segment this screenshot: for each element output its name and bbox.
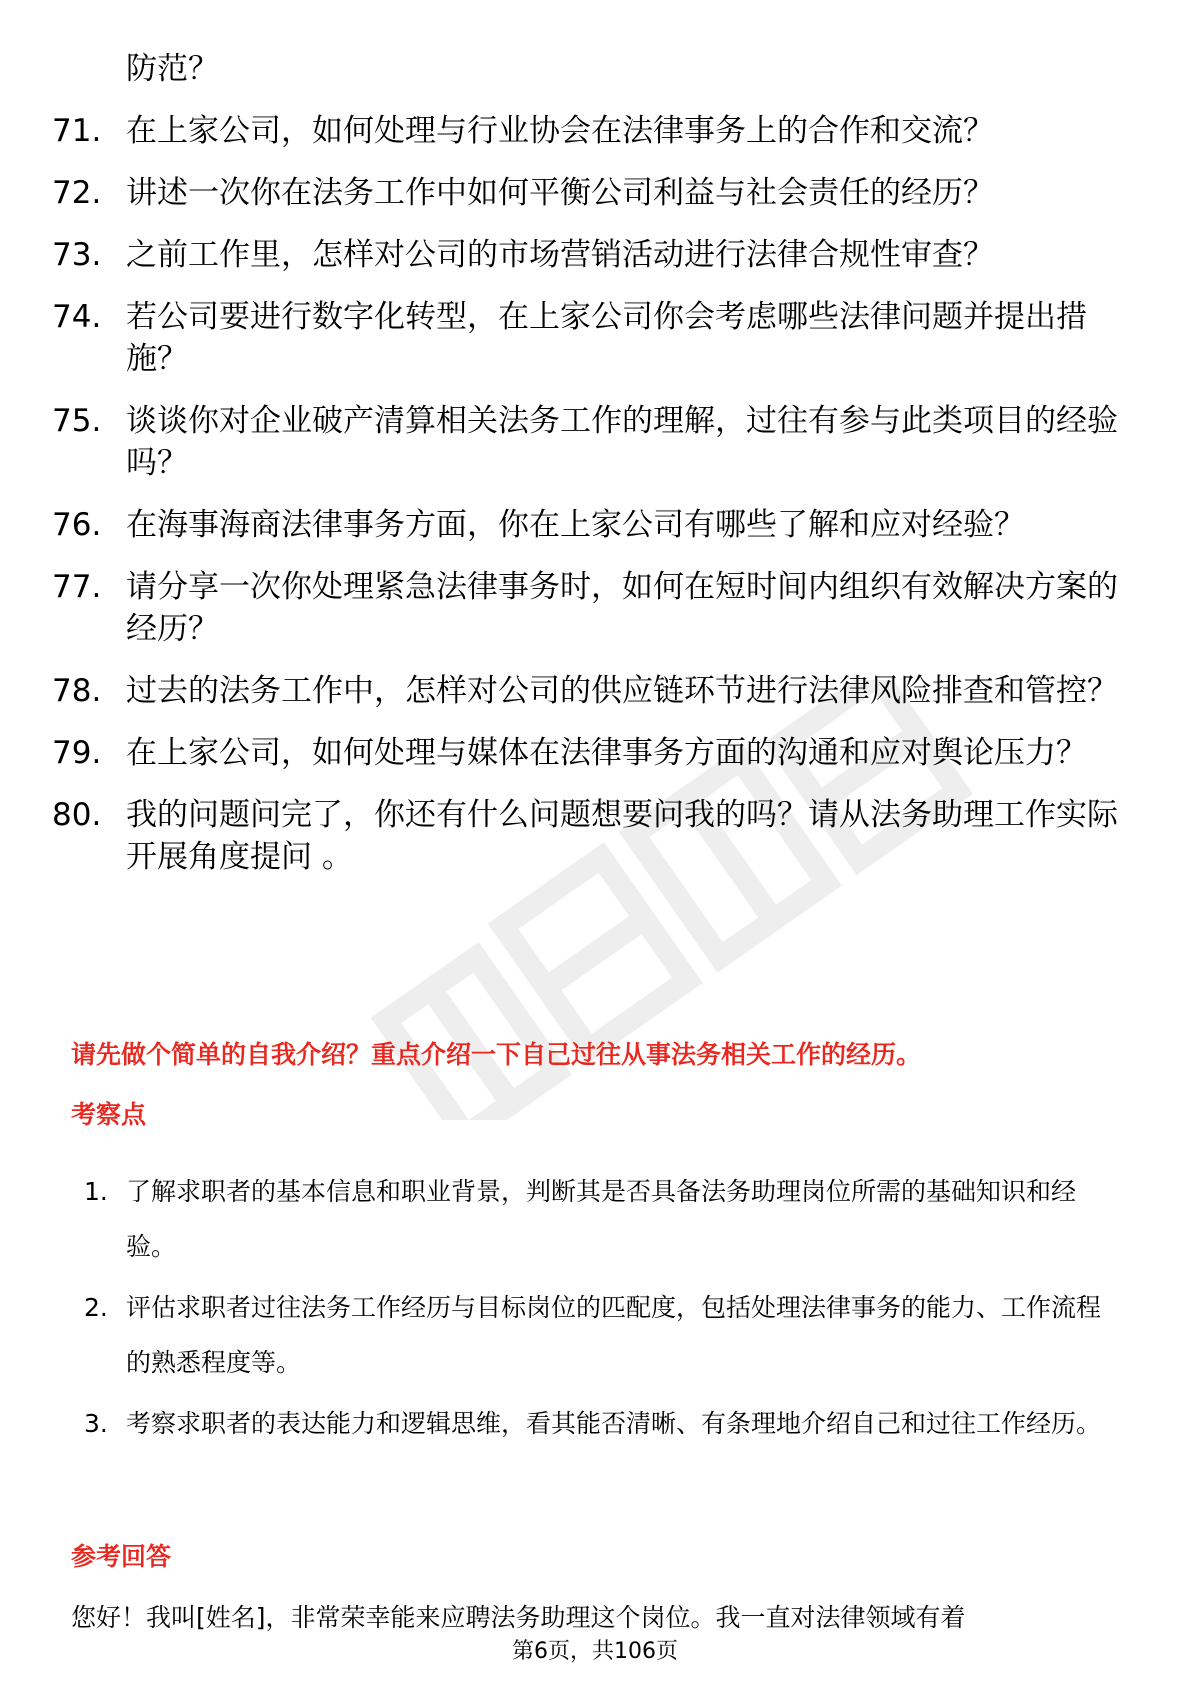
- points-label: 考察点: [71, 1100, 147, 1129]
- point-item: [84, 1396, 1124, 1451]
- point-item: [84, 1164, 1124, 1274]
- question-number: 73.: [52, 237, 102, 273]
- question-number: 72.: [52, 175, 102, 211]
- question-text: 谈谈你对企业破产清算相关法务工作的理解，过往有参与此类项目的经验吗？: [126, 403, 1118, 481]
- point-number: 1.: [84, 1177, 108, 1206]
- question-number: 77.: [52, 569, 102, 605]
- question-text: 之前工作里，怎样对公司的市场营销活动进行法律合规性审查？: [126, 237, 994, 273]
- question-item: [52, 110, 1122, 152]
- question-number: 74.: [52, 299, 102, 335]
- points-list: [84, 1164, 1124, 1457]
- question-text: 在海事海商法律事务方面，你在上家公司有哪些了解和应对经验？: [126, 507, 1025, 543]
- question-list: [52, 48, 1122, 878]
- question-text: 我的问题问完了，你还有什么问题想要问我的吗？请从法务助理工作实际开展角度提问 。: [126, 797, 1118, 875]
- point-item: [84, 1280, 1124, 1390]
- question-text: 在上家公司，如何处理与行业协会在法律事务上的合作和交流？: [126, 113, 994, 149]
- question-item: [52, 234, 1122, 276]
- question-item: [52, 296, 1122, 380]
- point-number: 3.: [84, 1409, 108, 1438]
- answer-text: 您好！我叫[姓名]，非常荣幸能来应聘法务助理这个岗位。我一直对法律领域有着: [71, 1603, 966, 1632]
- point-number: 2.: [84, 1293, 108, 1322]
- question-item: [52, 670, 1122, 712]
- question-text: 若公司要进行数字化转型，在上家公司你会考虑哪些法律问题并提出措施？: [126, 299, 1087, 377]
- question-number: 78.: [52, 673, 102, 709]
- question-item: [52, 172, 1122, 214]
- page-number: 第6页，共106页: [0, 1637, 1190, 1667]
- answer-label: 参考回答: [71, 1542, 172, 1571]
- question-item: [52, 504, 1122, 546]
- question-item: [52, 566, 1122, 650]
- question-text: 请分享一次你处理紧急法律事务时，如何在短时间内组织有效解决方案的经历？: [126, 569, 1118, 647]
- point-text: 评估求职者过往法务工作经历与目标岗位的匹配度，包括处理法律事务的能力、工作流程的熟悉程度等。: [126, 1293, 1102, 1377]
- question-item: [52, 794, 1122, 878]
- question-number: 75.: [52, 403, 102, 439]
- question-number: 80.: [52, 797, 102, 833]
- point-text: 了解求职者的基本信息和职业背景，判断其是否具备法务助理岗位所需的基础知识和经验。: [126, 1177, 1077, 1261]
- question-item: [52, 732, 1122, 774]
- point-text: 考察求职者的表达能力和逻辑思维，看其能否清晰、有条理地介绍自己和过往工作经历。: [126, 1409, 1102, 1438]
- question-item: [52, 400, 1122, 484]
- question-number: 79.: [52, 735, 102, 771]
- question-text: 在上家公司，如何处理与媒体在法律事务方面的沟通和应对舆论压力？: [126, 735, 1087, 771]
- question-text: 过去的法务工作中，怎样对公司的供应链环节进行法律风险排查和管控？: [126, 673, 1118, 709]
- question-continuation: 防范？: [126, 51, 219, 87]
- question-number: 71.: [52, 113, 102, 149]
- question-heading: 请先做个简单的自我介绍？重点介绍一下自己过往从事法务相关工作的经历。: [71, 1040, 922, 1069]
- question-number: 76.: [52, 507, 102, 543]
- question-text: 讲述一次你在法务工作中如何平衡公司利益与社会责任的经历？: [126, 175, 994, 211]
